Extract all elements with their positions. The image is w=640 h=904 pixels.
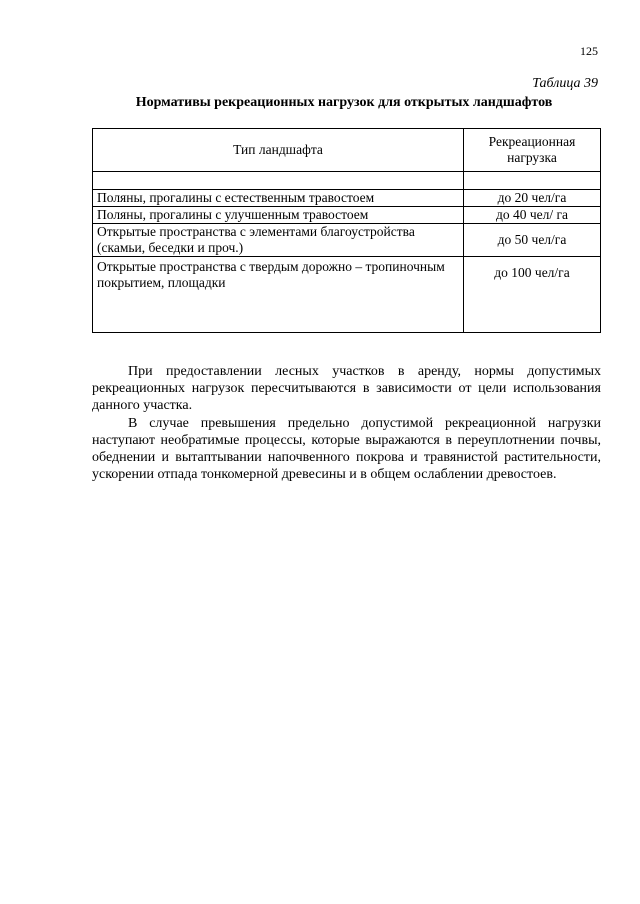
table-caption: Таблица 39 — [532, 76, 598, 91]
table-row — [93, 257, 601, 333]
spacer-cell — [464, 172, 601, 190]
landscape-type-cell: Открытые пространства с твердым дорожно – тропиночным покрытием, площадки — [93, 257, 464, 333]
table-row — [93, 224, 601, 257]
load-cell: до 50 чел/га — [464, 224, 601, 257]
table-row — [93, 190, 601, 207]
paragraph: В случае превышения предельно допустимой рекреационной нагрузки наступают необратимые процессы, которые выражаются в переуплотнении почвы, обеднении и вытаптывании напочвенного покрова и травянистой растительности, ускорении отпада тонкомерной древесины и в общем ослаблении древостоев. — [92, 415, 601, 483]
table-row — [93, 207, 601, 224]
load-cell: до 20 чел/га — [464, 190, 601, 207]
load-cell: до 40 чел/ га — [464, 207, 601, 224]
landscape-type-cell: Открытые пространства с элементами благоустройства (скамьи, беседки и проч.) — [93, 224, 464, 257]
landscape-type-cell: Поляны, прогалины с естественным травостоем — [93, 190, 464, 207]
paragraph: При предоставлении лесных участков в аренду, нормы допустимых рекреационных нагрузок пересчитываются в зависимости от цели использования данного участка. — [92, 364, 601, 414]
table-header-row — [93, 129, 601, 172]
load-cell: до 100 чел/га — [464, 257, 601, 333]
landscape-type-cell: Поляны, прогалины с улучшенным травостоем — [93, 207, 464, 224]
body-text — [92, 363, 601, 483]
page-number: 125 — [580, 44, 598, 58]
header-recreational-load: Рекреационная нагрузка — [464, 129, 601, 172]
recreational-load-table — [92, 128, 601, 333]
spacer-cell — [93, 172, 464, 190]
table-spacer-row — [93, 172, 601, 190]
header-landscape-type: Тип ландшафта — [93, 129, 464, 172]
table-title: Нормативы рекреационных нагрузок для открытых ландшафтов — [135, 95, 553, 110]
